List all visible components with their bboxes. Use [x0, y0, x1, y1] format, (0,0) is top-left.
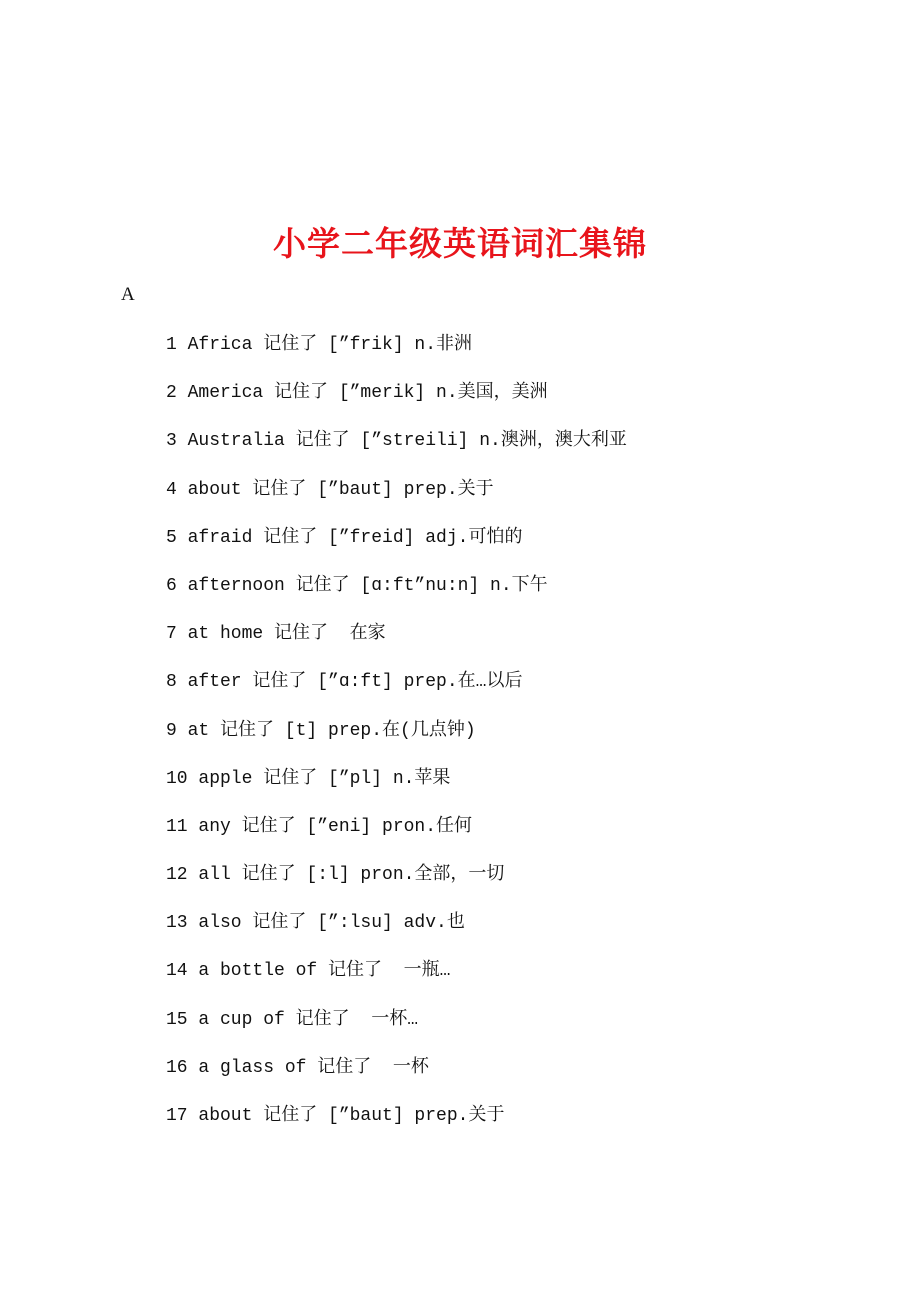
- list-item: 16 a glass of 记住了 一杯: [166, 1057, 429, 1078]
- list-item: 1 Africa 记住了 [”frik] n.非洲: [166, 335, 473, 355]
- list-item: 8 after 记住了 [”ɑ:ft] prep.在…以后: [166, 672, 523, 693]
- list-item: 15 a cup of 记住了 一杯…: [166, 1009, 419, 1030]
- list-item: 2 America 记住了 [”merik] n.美国，美洲: [166, 383, 548, 404]
- list-item: 13 also 记住了 [”:lsu] adv.也: [166, 913, 465, 934]
- list-item: 5 afraid 记住了 [”freid] adj.可怕的: [166, 527, 523, 548]
- list-item: 17 about 记住了 [”baut] prep.关于: [166, 1106, 505, 1126]
- list-item: 4 about 记住了 [”baut] prep.关于: [166, 479, 494, 500]
- list-item: 3 Australia 记住了 [”streili] n.澳洲，澳大利亚: [166, 431, 627, 452]
- list-item: 11 any 记住了 [”eni] pron.任何: [166, 816, 473, 837]
- vocabulary-list: [166, 331, 627, 1150]
- list-item: 9 at 记住了 [t] prep.在(几点钟): [166, 720, 476, 741]
- list-item: 6 afternoon 记住了 [ɑ:ft”nu:n] n.下午: [166, 575, 548, 596]
- list-item: 7 at home 记住了 在家: [166, 624, 386, 645]
- section-heading: A: [121, 284, 135, 305]
- list-item: 12 all 记住了 [:l] pron.全部，一切: [166, 865, 505, 886]
- document-title: 小学二年级英语词汇集锦: [273, 224, 647, 264]
- list-item: 14 a bottle of 记住了 一瓶…: [166, 961, 451, 982]
- list-item: 10 apple 记住了 [”pl] n.苹果: [166, 768, 451, 789]
